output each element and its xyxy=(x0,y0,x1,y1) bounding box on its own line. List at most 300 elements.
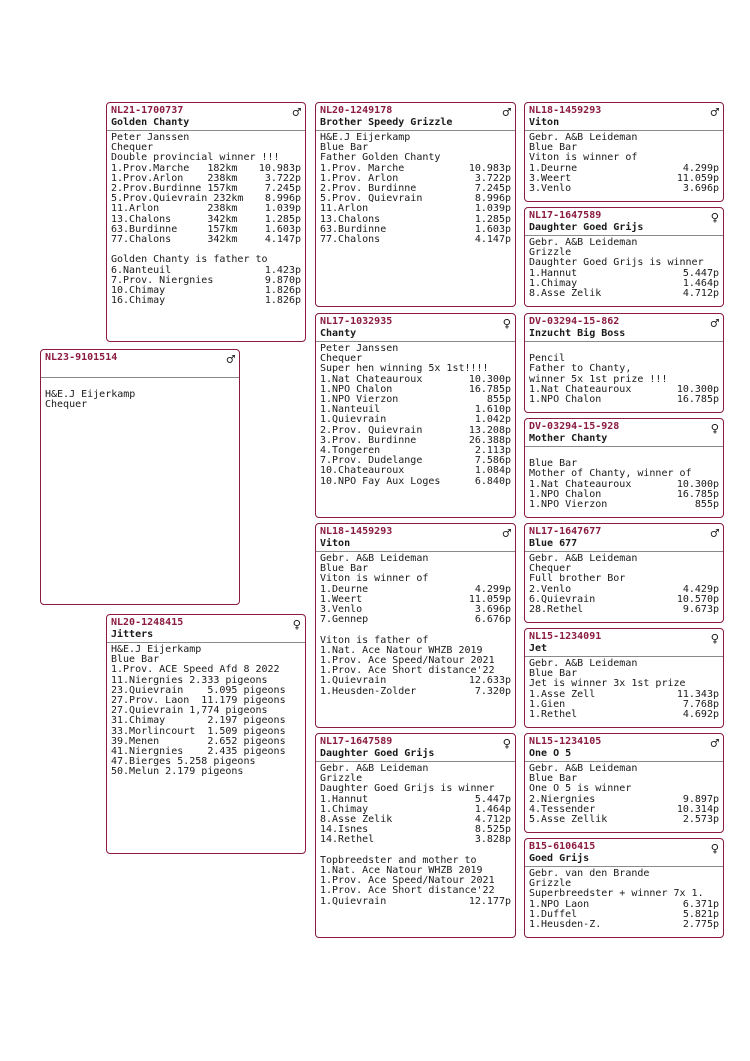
result-value: 1.042p xyxy=(474,414,511,426)
result-race: 2.Prov. Burdinne xyxy=(320,183,417,195)
result-race: 4.Tessender xyxy=(529,803,596,815)
info-line: Full brother Bor xyxy=(529,573,626,585)
result-race: 14.Rethel xyxy=(320,834,375,846)
ring-number: NL17-1032935 xyxy=(320,316,393,327)
result-race: 3.Venlo xyxy=(320,604,363,616)
result-value: 11.343p xyxy=(676,688,719,700)
result-race: 1.Quievrain xyxy=(320,414,387,426)
pigeon-name: Jitters xyxy=(111,629,154,640)
result-race: 11.Arlon xyxy=(320,203,369,215)
pigeon-card xyxy=(106,614,306,854)
pigeon-card xyxy=(524,313,724,413)
result-row xyxy=(529,289,719,299)
result-row xyxy=(320,897,511,907)
result-row xyxy=(320,615,511,625)
pigeon-name: One O 5 xyxy=(529,748,572,759)
card-body xyxy=(316,762,515,909)
result-value: 1.464p xyxy=(474,803,511,815)
pigeon-card xyxy=(524,523,724,623)
result-value: 6.840p xyxy=(474,475,511,487)
ring-number: NL15-1234091 xyxy=(529,631,602,642)
female-symbol-icon: ♀ xyxy=(710,631,719,647)
result-race: 16.Chimay xyxy=(111,295,166,307)
result-race: 1.Quievrain xyxy=(320,675,387,687)
result-row xyxy=(529,710,719,720)
result-value: 8.996p xyxy=(474,193,511,205)
result-race: 6.Nanteuil xyxy=(111,264,172,276)
result-race: 1.Heusden-Z. xyxy=(529,919,602,931)
result-race: 77.Chalons 342km xyxy=(111,234,238,246)
male-symbol-icon: ♂ xyxy=(710,105,719,121)
card-header xyxy=(525,208,723,236)
result-value: 4.147p xyxy=(474,234,511,246)
card-body xyxy=(525,131,723,196)
card-header xyxy=(41,350,239,378)
result-value: 16.785p xyxy=(676,394,719,405)
info-line: Golden Chanty is father to xyxy=(111,254,268,266)
result-row xyxy=(529,500,719,510)
pigeon-card xyxy=(315,313,516,518)
result-race: 77.Chalons xyxy=(320,234,381,246)
info-line: 27.Prov. Laon 11.179 pigeons xyxy=(111,695,286,707)
card-body xyxy=(316,552,515,699)
pigeon-name: Daughter Goed Grijs xyxy=(529,222,644,233)
info-line: One O 5 is winner xyxy=(529,783,632,795)
result-value: 2.573p xyxy=(682,814,719,826)
result-race: 8.Asse Zelik xyxy=(529,288,602,300)
info-line: Viton is winner of xyxy=(320,573,429,585)
info-line: 11.Niergnies 2.333 pigeons xyxy=(111,674,268,686)
result-race: 13.Chalons xyxy=(320,213,381,225)
male-symbol-icon: ♂ xyxy=(710,736,719,752)
result-race: 1.NPO Laon xyxy=(529,898,590,910)
pigeon-card xyxy=(524,102,724,202)
pigeon-name: Mother Chanty xyxy=(529,433,608,444)
info-line: Gebr. A&B Leideman xyxy=(320,763,429,774)
result-race: 10.Chateauroux xyxy=(320,465,405,477)
result-value: 1.610p xyxy=(474,404,511,416)
result-value: 12.177p xyxy=(468,895,511,907)
card-body xyxy=(525,447,723,512)
ring-number: NL17-1647677 xyxy=(529,526,602,537)
info-line: Chequer xyxy=(45,399,88,411)
result-value: 3.722p xyxy=(264,172,301,184)
result-race: 28.Rethel xyxy=(529,604,584,616)
info-line: Gebr. A&B Leideman xyxy=(529,763,638,774)
pigeon-name: Chanty xyxy=(320,328,357,339)
info-line: Gebr. A&B Leideman xyxy=(529,132,638,143)
result-race: 1.Rethel xyxy=(529,709,578,721)
pigeon-name: Inzucht Big Boss xyxy=(529,328,626,339)
result-race: 1.NPO Vierzon xyxy=(320,394,399,406)
result-race: 11.Arlon 238km xyxy=(111,203,238,215)
info-line: Pencil xyxy=(529,353,566,365)
info-line: Gebr. A&B Leideman xyxy=(529,237,638,248)
result-value: 5.447p xyxy=(474,793,511,805)
ring-number: DV-03294-15-928 xyxy=(529,421,620,432)
ring-number: B15-6106415 xyxy=(529,841,596,852)
result-race: 13.Chalons 342km xyxy=(111,213,238,225)
result-race: 10.NPO Fay Aux Loges xyxy=(320,475,441,487)
result-race: 1.Heusden-Zolder xyxy=(320,685,417,697)
result-value: 855p xyxy=(694,499,719,510)
info-line: winner 5x 1st prize !!! xyxy=(529,373,668,385)
pigeon-card xyxy=(106,102,306,342)
result-race: 2.Prov. Quievrain xyxy=(320,424,423,436)
result-value: 16.785p xyxy=(676,488,719,500)
result-value: 1.285p xyxy=(264,213,301,225)
female-symbol-icon: ♀ xyxy=(292,617,301,633)
pigeon-card xyxy=(315,102,516,307)
result-value: 1.285p xyxy=(474,213,511,225)
card-header xyxy=(525,103,723,131)
info-line: H&E.J Eijerkamp xyxy=(111,644,202,655)
result-race: 1.Nanteuil xyxy=(320,404,381,416)
result-race: 7.Prov. Dudelange xyxy=(320,455,423,467)
result-value: 7.320p xyxy=(474,685,511,697)
result-value: 7.768p xyxy=(682,698,719,710)
info-line: 50.Melun 2.179 pigeons xyxy=(111,766,244,778)
pigeon-card xyxy=(524,418,724,518)
info-line: 1.Prov. Ace Short distance'22 xyxy=(320,665,495,677)
result-value: 4.712p xyxy=(682,288,719,300)
pigeon-name: Viton xyxy=(320,538,351,549)
info-line: H&E.J Eijerkamp xyxy=(45,389,136,401)
result-race: 1.Chimay xyxy=(529,277,578,289)
result-race: 2.Venlo xyxy=(529,583,572,595)
result-race: 1.NPO Chalon xyxy=(529,394,602,405)
pigeon-card xyxy=(524,733,724,833)
card-header xyxy=(316,734,515,762)
female-symbol-icon: ♀ xyxy=(502,316,511,332)
card-body xyxy=(525,342,723,407)
result-value: 10.300p xyxy=(468,373,511,385)
card-body xyxy=(525,236,723,301)
ring-number: NL15-1234105 xyxy=(529,736,602,747)
info-line: Chequer xyxy=(320,353,363,365)
result-value: 3.722p xyxy=(474,172,511,184)
result-race: 1.Prov. Marche xyxy=(320,162,405,174)
result-race: 1.Prov.Marche 182km xyxy=(111,162,238,174)
result-value: 4.692p xyxy=(682,709,719,721)
result-value: 10.314p xyxy=(676,803,719,815)
result-race: 1.NPO Chalon xyxy=(320,383,393,395)
result-race: 3.Venlo xyxy=(529,183,572,195)
result-value: 1.603p xyxy=(474,223,511,235)
result-race: 1.Deurne xyxy=(529,162,578,174)
result-race: 8.Asse Zelik xyxy=(320,814,393,826)
result-race: 1.Nat Chateauroux xyxy=(529,478,632,490)
info-line: Grizzle xyxy=(529,878,572,890)
info-line: 39.Menen 2.652 pigeons xyxy=(111,735,286,747)
card-body xyxy=(316,342,515,489)
info-line: Super hen winning 5x 1st!!!! xyxy=(320,363,489,375)
info-line: Peter Janssen xyxy=(111,132,190,143)
info-line: 33.Morlincourt 1.509 pigeons xyxy=(111,725,286,737)
info-line: Viton is winner of xyxy=(529,152,638,164)
pigeon-name: Viton xyxy=(529,117,560,128)
info-line: 1.Prov. Ace Speed/Natour 2021 xyxy=(320,875,495,887)
result-value: 1.603p xyxy=(264,223,301,235)
info-line: Mother of Chanty, winner of xyxy=(529,468,692,480)
info-line: Topbreedster and mother to xyxy=(320,854,477,866)
card-body xyxy=(525,552,723,617)
pigeon-name: Daughter Goed Grijs xyxy=(320,748,435,759)
result-value: 12.633p xyxy=(468,675,511,687)
info-line: H&E.J Eijerkamp xyxy=(320,132,411,143)
info-line: Peter Janssen xyxy=(320,343,399,354)
pigeon-name: Brother Speedy Grizzle xyxy=(320,117,453,128)
male-symbol-icon: ♂ xyxy=(502,105,511,121)
result-value: 9.897p xyxy=(682,793,719,805)
result-row xyxy=(529,920,719,930)
result-race: 1.Gien xyxy=(529,698,566,710)
result-value: 7.245p xyxy=(474,183,511,195)
ring-number: NL18-1459293 xyxy=(320,526,393,537)
card-header xyxy=(525,419,723,447)
info-line: 27.Quievrain 1,774 pigeons xyxy=(111,705,268,717)
ring-number: NL20-1248415 xyxy=(111,617,184,628)
card-header xyxy=(316,314,515,342)
card-header xyxy=(107,103,305,131)
result-value: 8.525p xyxy=(474,824,511,836)
info-line: 1.Prov. ACE Speed Afd 8 2022 xyxy=(111,664,280,676)
result-race: 1.Nat Chateauroux xyxy=(320,373,423,385)
result-race: 1.Nat Chateauroux xyxy=(529,383,632,395)
ring-number: NL17-1647589 xyxy=(320,736,393,747)
info-line: 1.Nat. Ace Natour WHZB 2019 xyxy=(320,865,483,877)
card-header xyxy=(525,524,723,552)
info-line: 41.Niergnies 2.435 pigeons xyxy=(111,746,286,758)
result-row xyxy=(320,477,511,487)
male-symbol-icon: ♂ xyxy=(502,526,511,542)
ring-number: NL21-1700737 xyxy=(111,105,184,116)
info-line: Father Golden Chanty xyxy=(320,152,441,164)
info-line: Blue Bar xyxy=(529,668,578,680)
result-race: 6.Quievrain xyxy=(529,593,596,605)
result-value: 4.147p xyxy=(264,234,301,246)
info-line: Viton is father of xyxy=(320,634,429,646)
result-row xyxy=(529,184,719,194)
card-body xyxy=(107,643,305,780)
card-body xyxy=(525,762,723,827)
result-row xyxy=(320,835,511,845)
result-value: 10.300p xyxy=(676,383,719,395)
ring-number: NL20-1249178 xyxy=(320,105,393,116)
result-value: 6.371p xyxy=(682,898,719,910)
result-value: 3.696p xyxy=(682,183,719,195)
pigeon-card xyxy=(40,349,240,605)
pigeon-name: Jet xyxy=(529,643,548,654)
result-value: 11.059p xyxy=(468,593,511,605)
result-value: 4.712p xyxy=(474,814,511,826)
result-value: 1.039p xyxy=(474,203,511,215)
result-race: 1.Deurne xyxy=(320,583,369,595)
info-line: Blue Bar xyxy=(111,654,160,666)
result-row xyxy=(529,815,719,825)
ring-number: NL17-1647589 xyxy=(529,210,602,221)
info-line: Jet is winner 3x 1st prize xyxy=(529,678,686,690)
info-line: Blue Bar xyxy=(529,458,578,470)
result-race: 1.Hannut xyxy=(529,267,578,279)
result-race: 63.Burdinne xyxy=(320,223,387,235)
info-line: 31.Chimay 2.197 pigeons xyxy=(111,715,286,727)
info-line: 1.Prov. Ace Short distance'22 xyxy=(320,885,495,897)
card-header xyxy=(316,103,515,131)
result-value: 5.821p xyxy=(682,908,719,920)
male-symbol-icon: ♂ xyxy=(226,352,235,368)
result-value: 7.245p xyxy=(264,183,301,195)
result-race: 5.Asse Zellik xyxy=(529,814,608,826)
result-value: 11.059p xyxy=(676,172,719,184)
female-symbol-icon: ♀ xyxy=(710,210,719,226)
result-race: 1.Prov. Arlon xyxy=(320,172,399,184)
result-value: 10.983p xyxy=(468,162,511,174)
info-line: Daughter Goed Grijs is winner xyxy=(529,257,704,269)
female-symbol-icon: ♀ xyxy=(710,421,719,437)
result-row xyxy=(111,235,301,245)
info-line: 47.Bierges 5.258 pigeons xyxy=(111,756,256,768)
male-symbol-icon: ♂ xyxy=(292,105,301,121)
info-line: Grizzle xyxy=(320,773,363,785)
pigeon-card xyxy=(524,628,724,728)
result-race: 7.Gennep xyxy=(320,614,369,626)
result-value: 10.300p xyxy=(676,478,719,490)
result-row xyxy=(529,605,719,615)
pigeon-name: Goed Grijs xyxy=(529,853,590,864)
result-race: 7.Prov. Niergnies xyxy=(111,274,214,286)
female-symbol-icon: ♀ xyxy=(502,736,511,752)
result-value: 8.996p xyxy=(264,193,301,205)
result-race: 63.Burdinne 157km xyxy=(111,223,238,235)
result-value: 1.084p xyxy=(474,465,511,477)
card-body xyxy=(525,867,723,932)
result-value: 7.586p xyxy=(474,455,511,467)
result-value: 1.039p xyxy=(264,203,301,215)
result-race: 1.Chimay xyxy=(320,803,369,815)
result-row xyxy=(111,296,301,306)
result-race: 1.Prov.Arlon 238km xyxy=(111,172,238,184)
result-race: 5.Prov.Quievrain 232km xyxy=(111,193,244,205)
result-race: 3.Weert xyxy=(529,172,572,184)
result-row xyxy=(529,395,719,405)
card-body xyxy=(316,131,515,247)
result-race: 2.Prov.Burdinne 157km xyxy=(111,183,238,195)
result-value: 3.696p xyxy=(474,604,511,616)
result-race: 4.Tongeren xyxy=(320,445,381,457)
card-header xyxy=(525,734,723,762)
info-line: Chequer xyxy=(529,563,572,575)
result-race: 1.Duffel xyxy=(529,908,578,920)
info-line: Gebr. van den Brande xyxy=(529,868,650,879)
pigeon-name: Golden Chanty xyxy=(111,117,190,128)
card-body xyxy=(525,657,723,722)
result-race: 3.Prov. Burdinne xyxy=(320,434,417,446)
ring-number: NL18-1459293 xyxy=(529,105,602,116)
info-line: Blue Bar xyxy=(320,142,369,154)
result-value: 1.423p xyxy=(264,264,301,276)
female-symbol-icon: ♀ xyxy=(710,841,719,857)
result-value: 9.673p xyxy=(682,604,719,616)
pigeon-name xyxy=(45,364,235,376)
pigeon-card xyxy=(524,207,724,307)
pigeon-card xyxy=(315,733,516,938)
result-race: 1.Hannut xyxy=(320,793,369,805)
pigeon-card xyxy=(315,523,516,728)
info-line: Gebr. A&B Leideman xyxy=(529,553,638,564)
info-line: Gebr. A&B Leideman xyxy=(320,553,429,564)
result-race: 14.Isnes xyxy=(320,824,369,836)
card-header xyxy=(525,839,723,867)
card-body xyxy=(107,131,305,308)
info-line: Chequer xyxy=(111,142,154,154)
result-row xyxy=(320,235,511,245)
card-header xyxy=(107,615,305,643)
pigeon-name: Blue 677 xyxy=(529,538,578,549)
ring-number: NL23-9101514 xyxy=(45,352,118,363)
info-line: 1.Nat. Ace Natour WHZB 2019 xyxy=(320,644,483,656)
result-race: 1.Weert xyxy=(320,593,363,605)
card-header xyxy=(525,629,723,657)
result-row xyxy=(320,687,511,697)
info-line: Daughter Goed Grijs is winner xyxy=(320,783,495,795)
result-value: 4.429p xyxy=(682,583,719,595)
result-value: 1.826p xyxy=(264,285,301,297)
result-value: 1.826p xyxy=(264,295,301,307)
result-value: 10.983p xyxy=(258,162,301,174)
result-race: 1.NPO Vierzon xyxy=(529,499,608,510)
info-line: Blue Bar xyxy=(529,142,578,154)
pigeon-card xyxy=(524,838,724,938)
card-header xyxy=(525,314,723,342)
result-value: 9.870p xyxy=(264,274,301,286)
result-value: 3.828p xyxy=(474,834,511,846)
result-race: 1.Quievrain xyxy=(320,895,387,907)
result-value: 5.447p xyxy=(682,267,719,279)
info-line: Blue Bar xyxy=(320,563,369,575)
result-race: 2.Niergnies xyxy=(529,793,596,805)
info-line: Blue Bar xyxy=(529,773,578,785)
result-value: 26.388p xyxy=(468,434,511,446)
result-value: 10.570p xyxy=(676,593,719,605)
info-line: Grizzle xyxy=(529,247,572,259)
ring-number: DV-03294-15-862 xyxy=(529,316,620,327)
result-value: 13.208p xyxy=(468,424,511,436)
result-race: 1.Asse Zell xyxy=(529,688,596,700)
result-value: 4.299p xyxy=(474,583,511,595)
result-race: 5.Prov. Quievrain xyxy=(320,193,423,205)
result-value: 16.785p xyxy=(468,383,511,395)
info-line: 1.Prov. Ace Speed/Natour 2021 xyxy=(320,655,495,667)
result-value: 4.299p xyxy=(682,162,719,174)
result-race: 1.NPO Chalon xyxy=(529,488,602,500)
card-body xyxy=(41,378,239,413)
result-value: 6.676p xyxy=(474,614,511,626)
result-race: 10.Chimay xyxy=(111,285,166,297)
result-value: 2.775p xyxy=(682,919,719,931)
info-line: Superbreedster + winner 7x 1. xyxy=(529,888,704,900)
info-line: Father to Chanty, xyxy=(529,363,632,375)
result-value: 855p xyxy=(486,394,511,406)
info-line: 23.Quievrain 5.095 pigeons xyxy=(111,684,286,696)
male-symbol-icon: ♂ xyxy=(710,526,719,542)
info-line: Double provincial winner !!! xyxy=(111,152,280,164)
male-symbol-icon: ♂ xyxy=(710,316,719,332)
info-line: Gebr. A&B Leideman xyxy=(529,658,638,669)
result-value: 2.113p xyxy=(474,445,511,457)
card-header xyxy=(316,524,515,552)
result-value: 1.464p xyxy=(682,277,719,289)
